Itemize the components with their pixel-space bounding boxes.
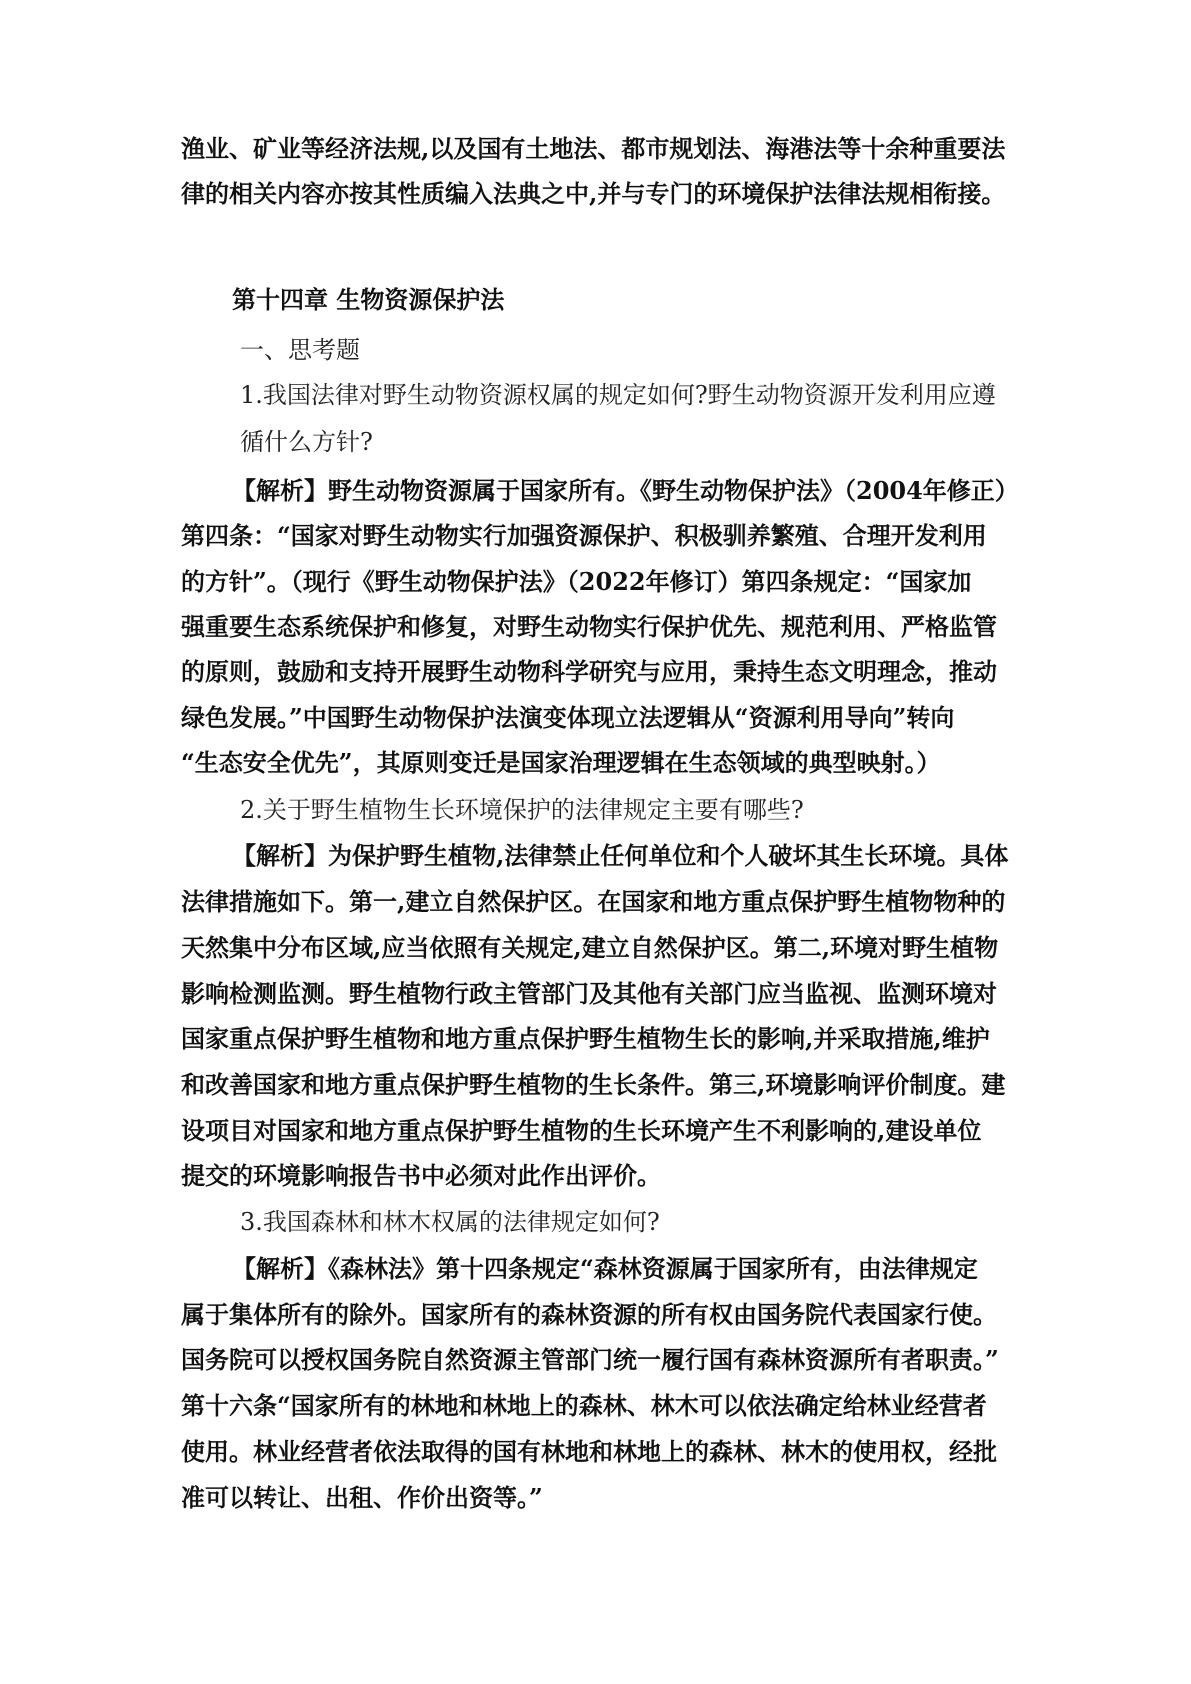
question-1-line-2: 循什么方针? — [240, 428, 373, 456]
intro-line-2: 律的相关内容亦按其性质编入法典之中,并与专门的环境保护法律法规相衔接。 — [181, 179, 1006, 208]
intro-line-1: 渔业、矿业等经济法规,以及国有土地法、都市规划法、海港法等十余种重要法 — [181, 134, 1006, 163]
chapter-title: 第十四章 生物资源保护法 — [232, 285, 505, 314]
answer-3-line-4: 第十六条“国家所有的林地和林地上的森林、林木可以依法确定给林业经营者 — [181, 1391, 987, 1420]
answer-2-line-2: 法律措施如下。第一,建立自然保护区。在国家和地方重点保护野生植物物种的 — [181, 887, 1006, 916]
answer-3-line-5: 使用。林业经营者依法取得的国有林地和林地上的森林、林木的使用权，经批 — [181, 1437, 997, 1466]
answer-1-line-5: 的原则，鼓励和支持开展野生动物科学研究与应用，秉持生态文明理念，推动 — [181, 657, 997, 686]
answer-2-line-3: 天然集中分布区域,应当依照有关规定,建立自然保护区。第二,环境对野生植物 — [181, 933, 999, 962]
answer-2-line-6: 和改善国家和地方重点保护野生植物的生长条件。第三,环境影响评价制度。建 — [181, 1070, 1006, 1099]
question-1-line-1: 1.我国法律对野生动物资源权属的规定如何?野生动物资源开发利用应遵 — [240, 381, 996, 409]
answer-2-line-5: 国家重点保护野生植物和地方重点保护野生植物生长的影响,并采取措施,维护 — [181, 1024, 990, 1053]
answer-1-line-6: 绿色发展。”中国野生动物保护法演变体现立法逻辑从“资源利用导向”转向 — [181, 703, 955, 732]
question-3: 3.我国森林和林木权属的法律规定如何? — [240, 1208, 660, 1236]
answer-1-line-4: 强重要生态系统保护和修复，对野生动物实行保护优先、规范利用、严格监管 — [181, 612, 997, 641]
answer-3-line-2: 属于集体所有的除外。国家所有的森林资源的所有权由国务院代表国家行使。 — [181, 1300, 997, 1329]
section-title: 一、思考题 — [240, 336, 360, 364]
answer-1-line-3: 的方针”。（现行《野生动物保护法》（2022年修订）第四条规定：“国家加 — [181, 567, 972, 596]
answer-2-line-8: 提交的环境影响报告书中必须对此作出评价。 — [181, 1161, 661, 1190]
answer-1-line-7: “生态安全优先”，其原则变迁是国家治理逻辑在生态领域的典型映射。） — [181, 748, 941, 777]
answer-1-line-1: 【解析】野生动物资源属于国家所有。《野生动物保护法》（2004年修正） — [232, 476, 1019, 505]
answer-2-line-7: 设项目对国家和地方重点保护野生植物的生长环境产生不利影响的,建设单位 — [181, 1116, 982, 1145]
answer-2-line-4: 影响检测监测。野生植物行政主管部门及其他有关部门应当监视、监测环境对 — [181, 979, 997, 1008]
question-2: 2.关于野生植物生长环境保护的法律规定主要有哪些? — [240, 796, 804, 824]
answer-1-line-2: 第四条：“国家对野生动物实行加强资源保护、积极驯养繁殖、合理开发利用 — [181, 521, 987, 550]
answer-3-line-1: 【解析】《森林法》第十四条规定“森林资源属于国家所有，由法律规定 — [232, 1254, 978, 1283]
answer-2-line-1: 【解析】为保护野生植物,法律禁止任何单位和个人破坏其生长环境。具体 — [232, 841, 1009, 870]
answer-3-line-6: 准可以转让、出租、作价出资等。” — [181, 1483, 543, 1512]
answer-3-line-3: 国务院可以授权国务院自然资源主管部门统一履行国有森林资源所有者职责。” — [181, 1345, 999, 1374]
